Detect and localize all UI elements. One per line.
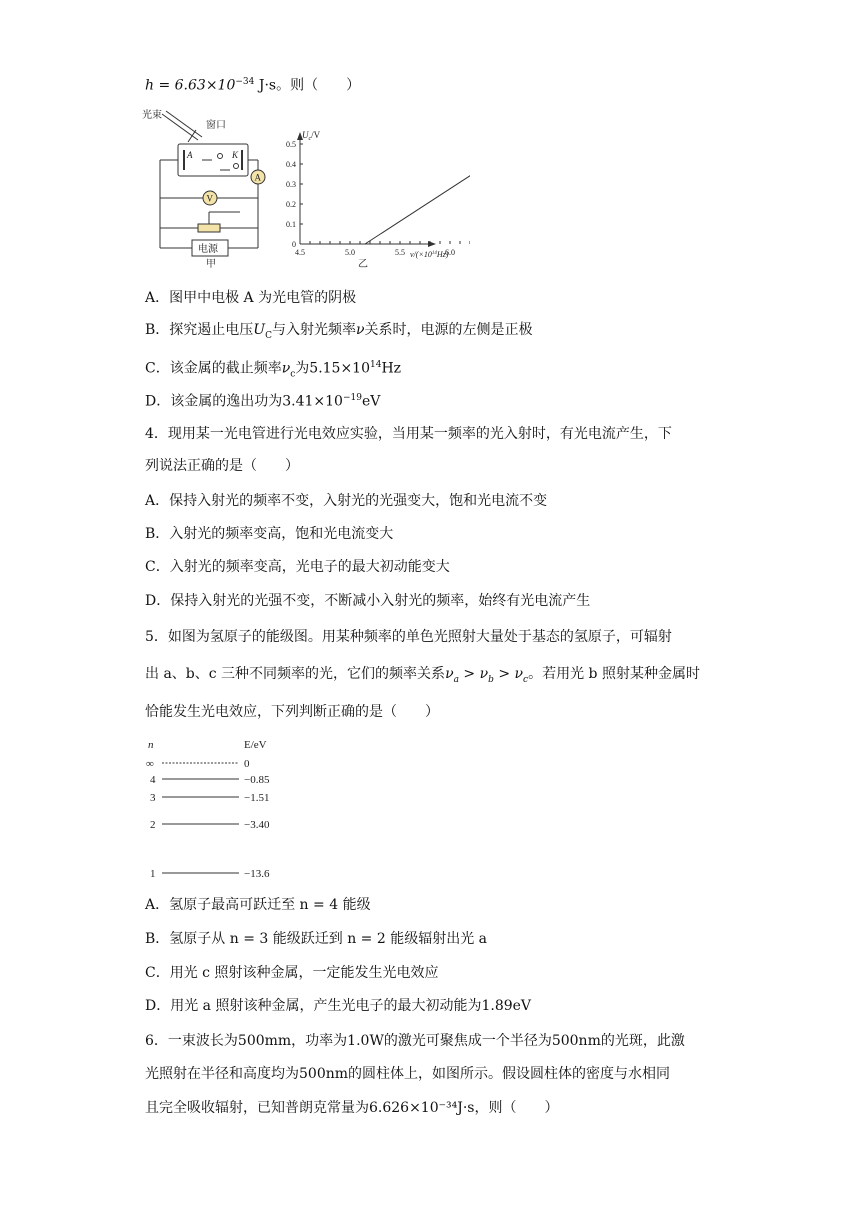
level-n-label: ∞ bbox=[146, 758, 154, 770]
q3-option-a[interactable]: A．图甲中电极 A 为光电管的阴极 bbox=[145, 290, 357, 306]
y-tick-label: 0.3 bbox=[286, 180, 296, 189]
x-tick-label: 5.0 bbox=[345, 248, 355, 257]
window-label: 窗口 bbox=[206, 120, 226, 131]
level-n-label: 4 bbox=[150, 774, 156, 786]
q3-option-b[interactable]: B．探究遏止电压$U_C$与入射光频率ν关系时，电源的左侧是正极 bbox=[145, 322, 533, 341]
q5-stem-line2: 出 a、b、c 三种不同频率的光，它们的频率关系$\nu_a > \nu_b > \nu_c$。若用光 b 照射某种金属时 bbox=[145, 666, 700, 685]
circuit-diagram bbox=[142, 108, 265, 270]
q4-stem-line2: 列说法正确的是（ ） bbox=[145, 458, 299, 474]
x-tick-label: 5.5 bbox=[395, 248, 405, 257]
ammeter-label: A bbox=[254, 172, 261, 183]
y-tick-label: 0 bbox=[292, 240, 296, 249]
h-exp: −34 bbox=[235, 77, 255, 87]
q3-option-c[interactable]: C．该金属的截止频率$\nu_c$为$5.15\times 10^{14}Hz$ bbox=[145, 360, 402, 380]
x-tick-label: 4.5 bbox=[295, 248, 305, 257]
h-unit: J·s bbox=[254, 77, 277, 94]
q4-option-a[interactable]: A．保持入射光的频率不变，入射光的光强变大，饱和光电流不变 bbox=[145, 493, 548, 509]
level-n-label: 3 bbox=[150, 792, 156, 804]
q6-line3: 且完全吸收辐射，已知普朗克常量为6.626×10⁻³⁴J·s，则（ ） bbox=[145, 1100, 559, 1116]
light-beam-label: 光束 bbox=[142, 110, 162, 121]
figure-yi-label: 乙 bbox=[358, 259, 368, 270]
level-energy-label: 0 bbox=[244, 758, 250, 770]
power-supply-label: 电源 bbox=[198, 244, 218, 255]
q3-option-d[interactable]: D．该金属的逸出功为$3.41\times 10^{-19}eV$ bbox=[145, 393, 381, 410]
x-axis-label: $\nu/(\times 10^{14}Hz)$ bbox=[410, 250, 449, 259]
q5-stem-line3: 恰能发生光电效应，下列判断正确的是（ ） bbox=[145, 704, 439, 720]
h-expr: h = 6.63×10 bbox=[145, 77, 236, 94]
levels-group bbox=[146, 758, 270, 880]
figure-jia-label: 甲 bbox=[206, 259, 216, 270]
level-n-label: 1 bbox=[150, 868, 156, 880]
energy-level-diagram bbox=[140, 736, 310, 886]
electrode-a-label: A bbox=[187, 150, 193, 160]
level-energy-label: −3.40 bbox=[244, 819, 270, 831]
q6-line1: 6．一束波长为500mm，功率为1.0W的激光可聚焦成一个半径为500nm的光斑，此激 bbox=[145, 1033, 685, 1049]
uc-frequency-graph bbox=[286, 130, 470, 270]
planck-constant-line bbox=[145, 72, 360, 96]
level-n-label: 2 bbox=[150, 819, 156, 831]
energy-header: E/eV bbox=[244, 739, 267, 751]
electrode-k-label: K bbox=[232, 150, 239, 160]
x-tick-label: 6.0 bbox=[445, 248, 455, 257]
y-tick-label: 0.4 bbox=[286, 160, 296, 169]
level-energy-label: −13.6 bbox=[244, 868, 270, 880]
voltmeter-label: V bbox=[206, 193, 213, 204]
q5-option-b[interactable]: B．氢原子从 n = 3 能级跃迁到 n = 2 能级辐射出光 a bbox=[145, 931, 487, 947]
q4-option-b[interactable]: B．入射光的频率变高，饱和光电流变大 bbox=[145, 526, 394, 542]
level-energy-label: −0.85 bbox=[244, 774, 270, 786]
uc-series-line bbox=[365, 166, 470, 244]
level-energy-label: −1.51 bbox=[244, 792, 270, 804]
q4-stem-line1: 4．现用某一光电管进行光电效应实验，当用某一频率的光入射时，有光电流产生，下 bbox=[145, 426, 672, 442]
q5-stem-line1: 5．如图为氢原子的能级图。用某种频率的单色光照射大量处于基态的氢原子，可辐射 bbox=[145, 629, 672, 645]
q5-option-c[interactable]: C．用光 c 照射该种金属，一定能发生光电效应 bbox=[145, 965, 439, 981]
q4-option-d[interactable]: D．保持入射光的光强不变，不断减小入射光的频率，始终有光电流产生 bbox=[145, 593, 591, 609]
photoelectric-figure bbox=[140, 108, 470, 270]
y-axis-label: $U_c/V$ bbox=[302, 130, 321, 142]
q5-option-a[interactable]: A．氢原子最高可跃迁至 n = 4 能级 bbox=[145, 897, 371, 913]
n-header: n bbox=[148, 739, 154, 751]
q6-line2: 光照射在半径和高度均为500nm的圆柱体上，如图所示。假设圆柱体的密度与水相同 bbox=[145, 1066, 671, 1082]
y-tick-label: 0.2 bbox=[286, 200, 296, 209]
q4-option-c[interactable]: C．入射光的频率变高，光电子的最大初动能变大 bbox=[145, 559, 450, 575]
q5-option-d[interactable]: D．用光 a 照射该种金属，产生光电子的最大初动能为1.89eV bbox=[145, 998, 532, 1014]
y-tick-label: 0.5 bbox=[286, 140, 296, 149]
h-tail: 。则（ ） bbox=[276, 77, 361, 94]
y-tick-label: 0.1 bbox=[286, 220, 296, 229]
